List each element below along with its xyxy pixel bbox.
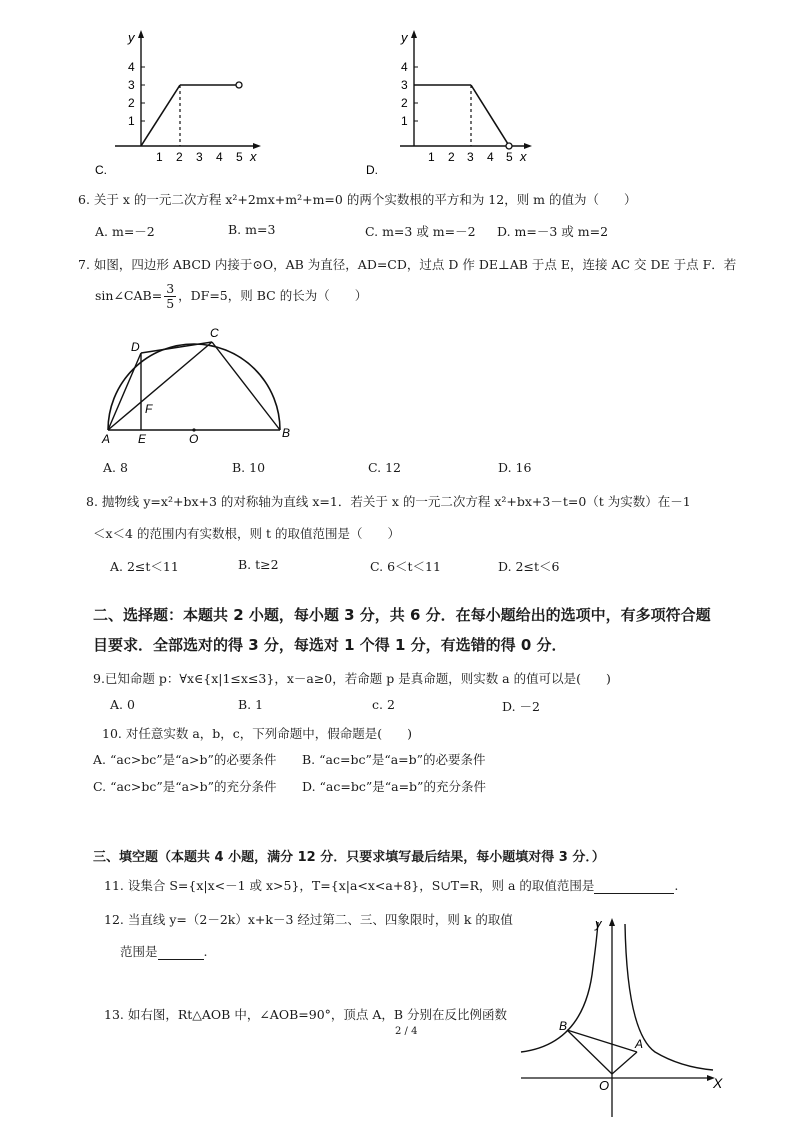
q7-stem-line2 [95,282,367,311]
q13-label-x: X [713,1075,723,1091]
q12-line2-text: 范围是 [120,944,158,959]
graph-d-x-axis-label: x [520,149,527,164]
graph-d-x-tick-2: 2 [448,150,455,164]
graph-d-y-tick-4: 4 [401,60,408,74]
graph-d [360,28,540,183]
q7-label-d: D [131,340,140,354]
q12-line1: 12. 当直线 y=（2－2k）x+k－3 经过第二、三、四象限时，则 k 的取值 [104,912,513,927]
q11-line [104,876,678,894]
graph-c-y-axis-label: y [128,30,135,45]
q7-stem-rest: ，DF=5，则 BC 的长为（ ） [178,287,368,303]
q13-label-b: B [559,1019,568,1033]
q6-option-d: D. m=－3 或 m=2 [497,224,609,239]
q7-stem-line1: 7. 如图，四边形 ABCD 内接于⊙O，AB 为直径，AD=CD，过点 D 作 DE⊥AB 于点 E，连接 AC 交 DE 于点 F．若 [78,257,737,272]
q7-label-o: O [189,432,199,446]
q8-option-a: A. 2≤t＜11 [110,559,179,574]
q6-stem: 6. 关于 x 的一元二次方程 x²+2mx+m²+m=0 的两个实数根的平方和为 12，则 m 的值为（ ） [78,192,637,207]
q11-end: . [674,878,679,893]
q7-frac-num: 3 [166,281,175,296]
q6-option-c: C. m=3 或 m=－2 [365,224,476,239]
graph-c-x-tick-1: 1 [156,150,163,164]
q9-option-c: c. 2 [372,697,395,712]
q13-figure [515,912,730,1120]
graph-d-option-label: D. [366,163,378,177]
graph-c-x-tick-2: 2 [176,150,183,164]
q7-label-c: C [210,326,219,340]
graph-c [95,28,275,183]
q9-option-b: B. 1 [238,697,264,712]
graph-d-svg [360,28,540,183]
graph-d-y-tick-1: 1 [401,114,408,128]
graph-c-y-tick-4: 4 [128,60,135,74]
q10-stem: 10. 对任意实数 a，b，c，下列命题中，假命题是( ) [102,726,413,741]
q9-option-a: A. 0 [110,697,135,712]
q6-option-a: A. m=－2 [95,224,155,239]
q13-figure-svg [515,912,730,1120]
graph-d-x-tick-3: 3 [467,150,474,164]
q12-answer-blank[interactable] [158,944,204,960]
q7-sin-prefix: sin∠CAB= [95,287,163,303]
q7-fraction [164,282,176,311]
q8-option-d: D. 2≤t＜6 [498,559,560,574]
q9-option-d: D. －2 [502,699,540,714]
graph-c-y-tick-2: 2 [128,96,135,110]
q13-stem: 13. 如右图，Rt△AOB 中，∠AOB=90°，顶点 A，B 分别在反比例函数 [104,1007,508,1022]
q7-figure-svg [100,325,300,447]
q7-option-b: B. 10 [232,460,266,475]
graph-d-x-tick-5: 5 [506,150,513,164]
q13-label-y: y [595,916,602,931]
graph-c-x-tick-3: 3 [196,150,203,164]
q10-option-c: C. “ac>bc”是“a>b”的充分条件 [93,779,277,794]
graph-c-x-tick-5: 5 [236,150,243,164]
q8-line1: 8. 抛物线 y=x²+bx+3 的对称轴为直线 x=1．若关于 x 的一元二次方程 x²+bx+3－t=0（t 为实数）在－1 [86,494,691,509]
q12-end: . [203,944,208,959]
q11-stem: 11. 设集合 S={x|x<－1 或 x>5}，T={x|a<x<a+8}，S∪T=R，则 a 的取值范围是 [104,878,595,893]
graph-d-x-tick-4: 4 [487,150,494,164]
graph-c-svg [95,28,275,183]
q10-option-b: B. “ac=bc”是“a=b”的必要条件 [302,752,486,767]
q7-frac-den: 5 [166,295,175,311]
q7-label-f: F [145,402,153,416]
q7-figure [100,325,300,447]
section2-line2: 目要求．全部选对的得 3 分，每选对 1 个得 1 分，有选错的得 0 分． [93,636,567,654]
q7-option-d: D. 16 [498,460,532,475]
graph-c-y-tick-3: 3 [128,78,135,92]
q6-option-b: B. m=3 [228,222,276,237]
q8-line2: ＜x＜4 的范围内有实数根，则 t 的取值范围是（ ） [93,526,400,541]
q10-option-d: D. “ac=bc”是“a=b”的充分条件 [302,779,486,794]
graph-d-y-tick-3: 3 [401,78,408,92]
q8-option-b: B. t≥2 [238,557,279,572]
q13-label-o: O [599,1078,610,1093]
graph-c-x-tick-4: 4 [216,150,223,164]
q7-option-a: A. 8 [103,460,128,475]
q7-label-a: A [102,432,111,446]
graph-c-x-axis-label: x [250,149,257,164]
section2-line1: 二、选择题：本题共 2 小题，每小题 3 分，共 6 分．在每小题给出的选项中，有多项符合题 [93,606,711,624]
q7-option-c: C. 12 [368,460,401,475]
graph-d-y-axis-label: y [401,30,408,45]
graph-c-y-tick-1: 1 [128,114,135,128]
q7-label-b: B [282,426,291,440]
q7-label-e: E [138,432,147,446]
q10-option-a: A. “ac>bc”是“a>b”的必要条件 [93,752,277,767]
page-number: 2 / 4 [395,1026,418,1037]
q8-option-c: C. 6＜t＜11 [370,559,441,574]
graph-d-x-tick-1: 1 [428,150,435,164]
q12-line2 [120,942,208,960]
q11-answer-blank[interactable] [594,878,674,894]
q9-stem: 9.已知命题 p：∀x∈{x|1≤x≤3}，x－a≥0，若命题 p 是真命题，则实数 a 的值可以是( ) [93,671,611,686]
q13-label-a: A [635,1037,644,1051]
graph-c-option-label: C. [95,163,107,177]
section3-title: 三、填空题（本题共 4 小题，满分 12 分．只要求填写最后结果，每小题填对得 3 分．） [93,850,605,865]
graph-d-y-tick-2: 2 [401,96,408,110]
